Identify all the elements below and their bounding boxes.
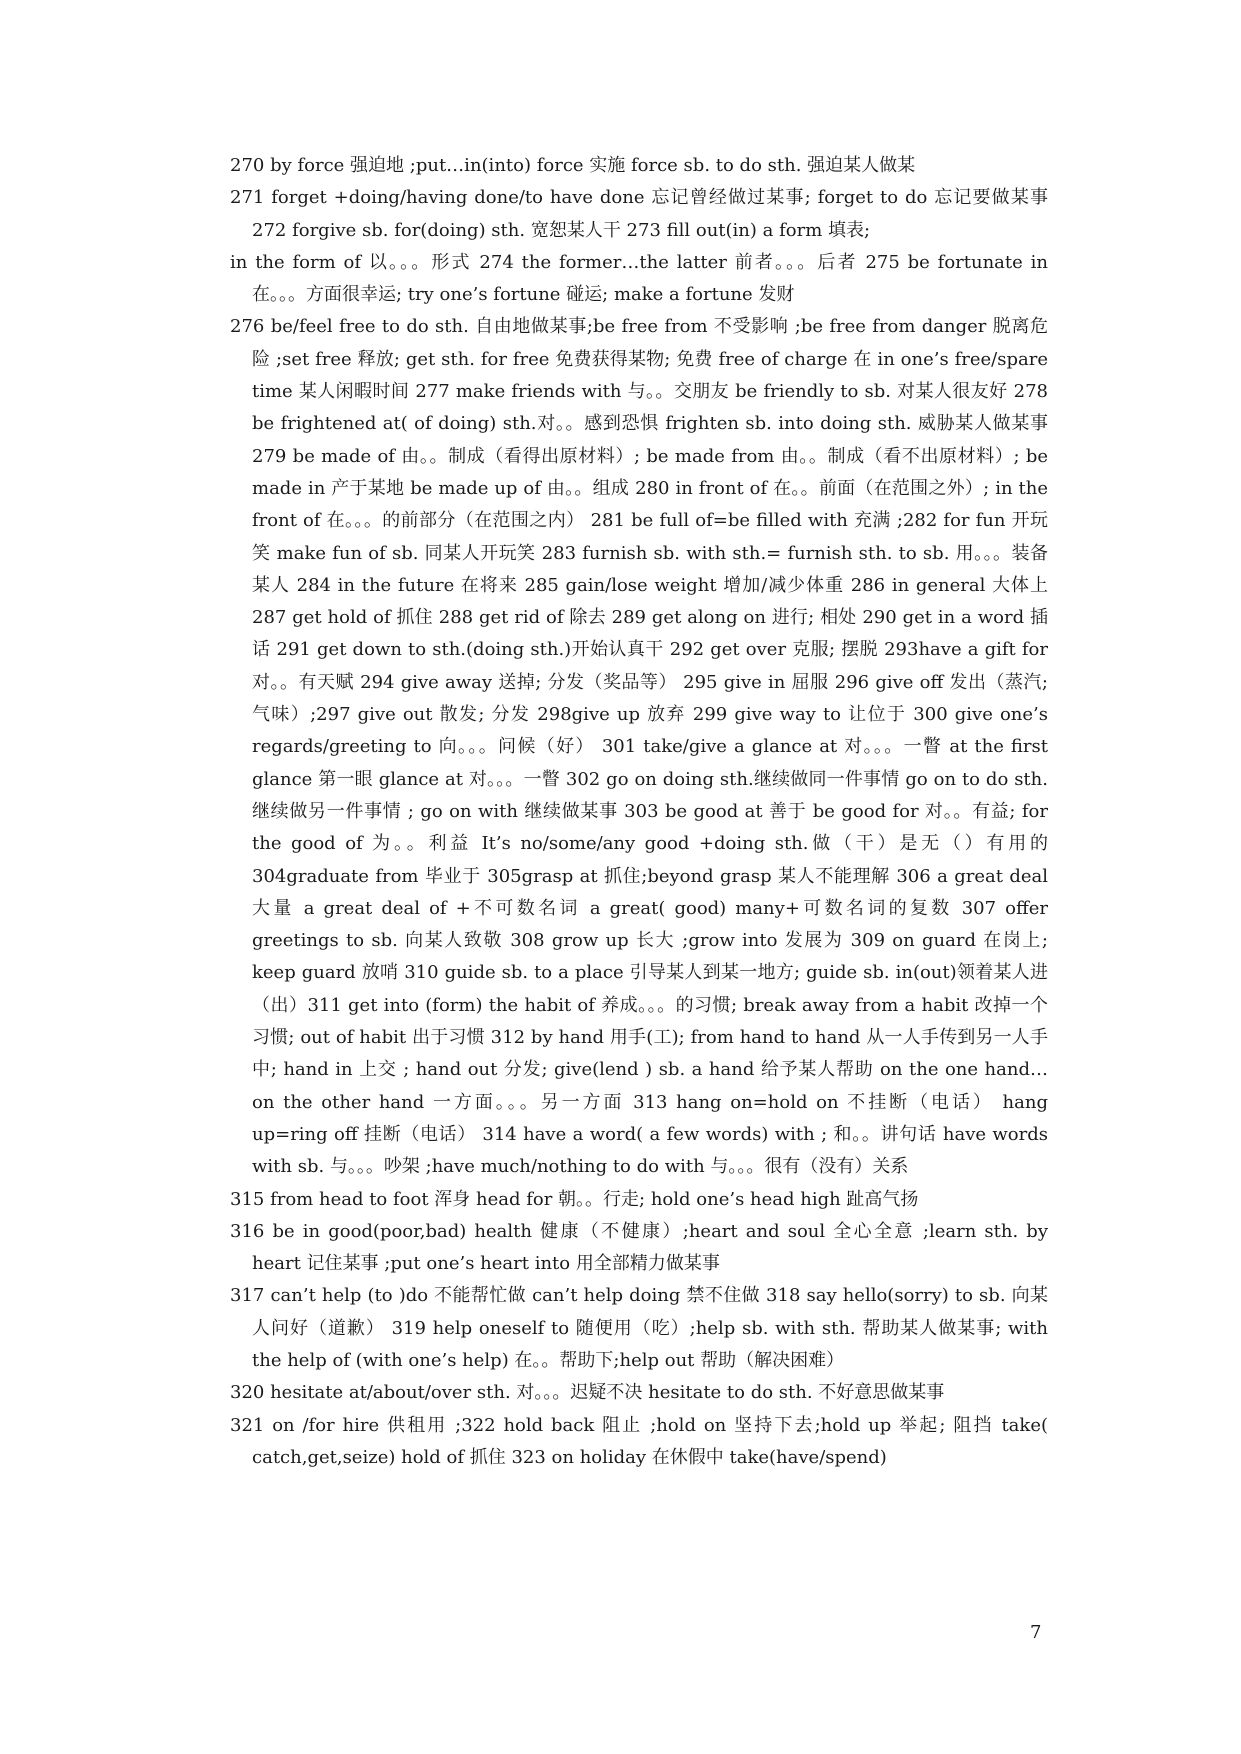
entry-paragraph: 271 forget +doing/having done/to have done 忘记曾经做过某事; forget to do 忘记要做某事 272 forgive sb. for(doing) sth. 宽恕某人干 273 fill out(in) a form 填表; <box>230 187 1048 241</box>
entry-paragraph: 320 hesitate at/about/over sth. 对。。。迟疑不决 hesitate to do sth. 不好意思做某事 <box>230 1382 945 1404</box>
entry-paragraph: 316 be in good(poor,bad) health 健康（不健康）;heart and soul 全心全意 ;learn sth. by heart 记住某事 ;put one’s heart into 用全部精力做某事 <box>230 1220 1048 1275</box>
vocabulary-list <box>230 150 1048 1474</box>
entry-paragraph: 321 on /for hire 供租用 ;322 hold back 阻止 ;hold on 坚持下去;hold up 举起; 阻挡 take( catch,get,seize) hold of 抓住 323 on holiday 在休假中 take(have/spend) <box>230 1414 1048 1468</box>
entry-paragraph: 270 by force 强迫地 ;put…in(into) force 实施 force sb. to do sth. 强迫某人做某 <box>230 155 916 176</box>
entry-paragraph: 315 from head to foot 浑身 head for 朝。。行走; hold one’s head high 趾高气扬 <box>230 1188 919 1210</box>
entry-paragraph: 317 can’t help (to )do 不能帮忙做 can’t help doing 禁不住做 318 say hello(sorry) to sb. 向某人问好（道歉） 319 help oneself to 随便用（吃）;help sb. with sth. 帮助某人做某事; with the help of (with one’s help) 在。。帮助下;help out 帮助（解决困难） <box>230 1285 1048 1371</box>
page-number: 7 <box>1030 1622 1042 1643</box>
entry-paragraph: in the form of 以。。。形式 274 the former…the latter 前者。。。后者 275 be fortunate in 在。。。方面很幸运; try one’s fortune 碰运; make a fortune 发财 <box>230 251 1048 306</box>
entry-paragraph: 276 be/feel free to do sth. 自由地做某事;be free from 不受影响 ;be free from danger 脱离危险 ;set free 释放; get sth. for free 免费获得某物; 免费 free of charge 在 in one’s free/spare time 某人闲暇时间 277 make friends with 与。。交朋友 be friendly to sb. 对某人很友好 278 be frightened at( of doing) sth.对。。感到恐惧 frighten sb. into doing sth. 威胁某人做某事 279 be made of 由。。制成（看得出原材料）; be made from 由。。制成（看不出原材料）; be made in 产于某地 be made up of 由。。组成 280 in front of 在。。前面（在范围之外）; in the front of 在。。。的前部分（在范围之内） 281 be full of=be filled with 充满 ;282 for fun 开玩笑 make fun of sb. 同某人开玩笑 283 furnish sb. with sth.= furnish sth. to sb. 用。。。装备某人 284 in the future 在将来 285 gain/lose weight 增加/减少体重 286 in general 大体上 287 get hold of 抓住 288 get rid of 除去 289 get along on 进行; 相处 290 get in a word 插话 291 get down to sth.(doing sth.)开始认真干 292 get over 克服; 摆脱 293have a gift for 对。。有天赋 294 give away 送掉; 分发（奖品等） 295 give in 屈服 296 give off 发出（蒸汽; 气味）;297 give out 散发; 分发 298give up 放弃 299 give way to 让位于 300 give one’s regards/greeting to 向。。。问候（好） 301 take/give a glance at 对。。。一瞥 at the first glance 第一眼 glance at 对。。。一瞥 302 go on doing sth.继续做同一件事情 go on to do sth. 继续做另一件事情 ; go on with 继续做某事 303 be good at 善于 be good for 对。。有益; for the good of 为。。利益 It’s no/some/any good +doing sth.做（干）是无（）有用的 304graduate from 毕业于 305grasp at 抓住;beyond grasp 某人不能理解 306 a great deal 大量 a great deal of +不可数名词 a great( good) many+可数名词的复数 307 offer greetings to sb. 向某人致敬 308 grow up 长大 ;grow into 发展为 309 on guard 在岗上; keep guard 放哨 310 guide sb. to a place 引导某人到某一地方; guide sb. in(out)领着某人进（出）311 get into (form) the habit of 养成。。。的习惯; break away from a habit 改掉一个习惯; out of habit 出于习惯 312 by hand 用手(工); from hand to hand 从一人手传到另一人手中; hand in 上交 ; hand out 分发; give(lend ) sb. a hand 给予某人帮助 on the one hand…on the other hand 一方面。。。另一方面 313 hang on=hold on 不挂断（电话） hang up=ring off 挂断（电话） 314 have a word( a few words) with ; 和。。讲句话 have words with sb. 与。。。吵架 ;have much/nothing to do with 与。。。很有（没有）关系 <box>230 316 1048 1178</box>
